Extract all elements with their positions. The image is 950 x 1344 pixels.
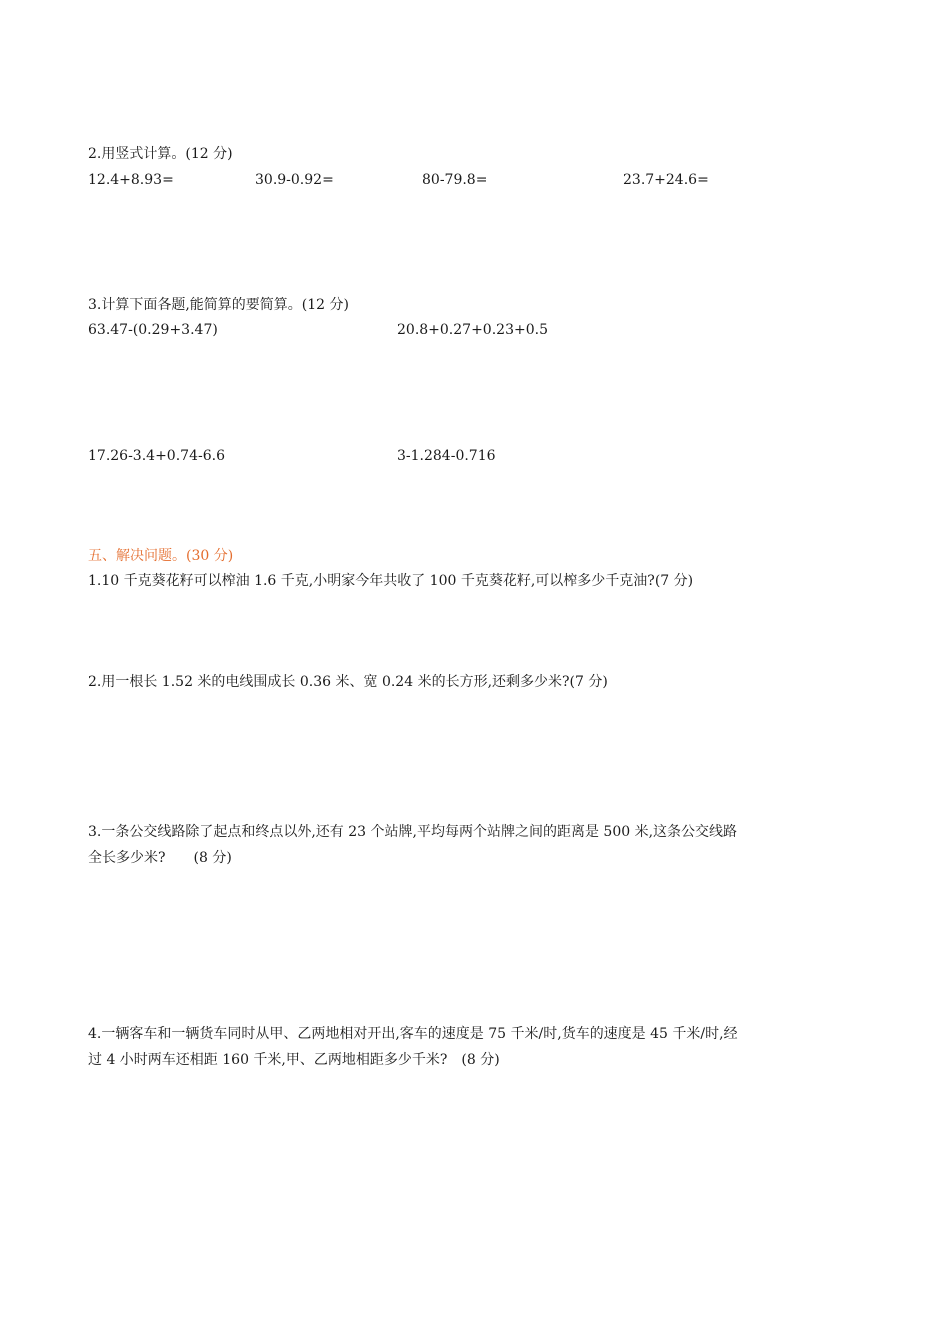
q2-item-1: 12.4+8.93=: [88, 172, 174, 188]
q3-item-2: 20.8+0.27+0.23+0.5: [397, 322, 548, 338]
q2-title: 2.用竖式计算。(12 分): [88, 146, 233, 162]
q2-item-4: 23.7+24.6=: [623, 172, 709, 188]
section5-heading: 五、解决问题。(30 分): [88, 548, 234, 564]
q3-item-1: 63.47-(0.29+3.47): [88, 322, 218, 338]
q3-item-4: 3-1.284-0.716: [397, 448, 496, 464]
problem-3-line-2: 全长多少米? (8 分): [88, 850, 232, 866]
problem-3-line-1: 3.一条公交线路除了起点和终点以外,还有 23 个站牌,平均每两个站牌之间的距离是 500 米,这条公交线路: [88, 824, 738, 840]
problem-4-line-2: 过 4 小时两车还相距 160 千米,甲、乙两地相距多少千米? (8 分): [88, 1052, 500, 1068]
problem-1: 1.10 千克葵花籽可以榨油 1.6 千克,小明家今年共收了 100 千克葵花籽,可以榨多少千克油?(7 分): [88, 573, 694, 589]
q3-item-3: 17.26-3.4+0.74-6.6: [88, 448, 225, 464]
problem-2: 2.用一根长 1.52 米的电线围成长 0.36 米、宽 0.24 米的长方形,还剩多少米?(7 分): [88, 674, 608, 690]
q2-item-2: 30.9-0.92=: [255, 172, 334, 188]
problem-4-line-1: 4.一辆客车和一辆货车同时从甲、乙两地相对开出,客车的速度是 75 千米/时,货车的速度是 45 千米/时,经: [88, 1026, 738, 1042]
q2-item-3: 80-79.8=: [422, 172, 488, 188]
q3-title: 3.计算下面各题,能简算的要简算。(12 分): [88, 297, 349, 313]
